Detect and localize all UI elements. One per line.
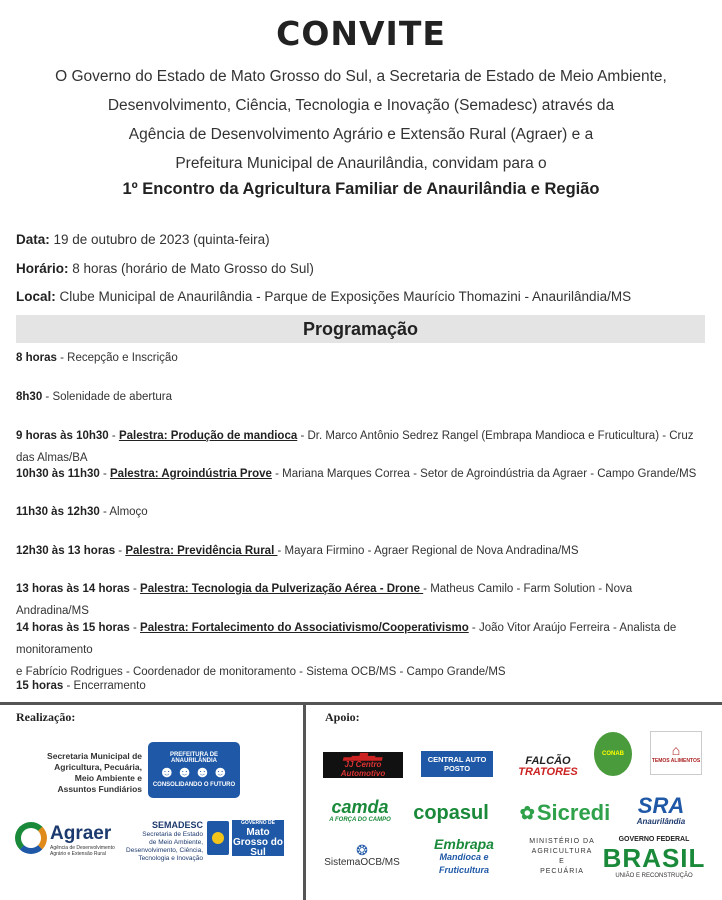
intro-paragraph (30, 62, 692, 178)
mascot-logo: CONAB (594, 732, 632, 776)
schedule-item (16, 675, 706, 697)
schedule-time: 10h30 às 11h30 (16, 468, 100, 480)
schedule-time: 8 horas (16, 352, 57, 364)
schedule-item (16, 578, 706, 622)
semadesc-line: de Meio Ambiente, (149, 839, 203, 846)
schedule-text: - Dr. Marco Antônio Sedrez Rangel (Embrapa Mandioca e Fruticultura) - Cruz das Almas/BA (16, 430, 694, 464)
embrapa-subtitle: Mandioca e Fruticultura (438, 851, 489, 875)
agraer-logo-name: Agraer (50, 823, 112, 844)
talk-title: Palestra: Agroindústria Prove (110, 468, 272, 480)
talk-title: Palestra: Produção de mandioca (118, 430, 298, 442)
schedule-separator: - (99, 468, 110, 480)
event-name: 1º Encontro da Agricultura Familiar de Anaurilândia e Região (122, 180, 600, 198)
place-label: Local: (16, 289, 56, 304)
governo-ms-top: GOVERNO DE (241, 820, 275, 826)
secretaria-line: Meio Ambiente e (74, 773, 142, 783)
ministerio-line: PECUÁRIA (540, 868, 584, 875)
time-label: Horário: (16, 261, 69, 276)
schedule-item (16, 347, 706, 369)
car-icon: ▂▃▅▃▂ (343, 750, 383, 761)
schedule-text: - Mariana Marques Correa - Setor de Agroindústria da Agraer - Campo Grande/MS (271, 468, 697, 480)
talk-title: Palestra: Fortalecimento do Associativismo/Cooperativismo (140, 622, 469, 634)
apoio-label: Apoio: (325, 710, 360, 724)
falcao-tratores-logo (516, 755, 580, 779)
semadesc-line: Tecnologia e Inovação (138, 855, 203, 862)
anaurilandia-logo-slogan: CONSOLIDANDO O FUTURO (152, 782, 236, 788)
schedule-time: 9 horas às 10h30 (16, 430, 109, 442)
house-icon: ⌂ (671, 742, 681, 758)
secretaria-municipal-text (30, 751, 142, 795)
schedule-text: - Matheus Camilo - Farm Solution - Nova Andradina/MS (16, 583, 633, 617)
schedule-separator: - (129, 622, 141, 634)
jj-logo-text: JJ Centro Automotivo (340, 760, 386, 778)
schedule-text: - Encerramento (63, 680, 146, 692)
embrapa-name: Embrapa (434, 835, 494, 852)
secretaria-line: Agricultura, Pecuária, (54, 762, 142, 772)
anaurilandia-logo (148, 742, 240, 798)
semadesc-line: Desenvolvimento, Ciência, (126, 847, 203, 854)
sicredi-name: Sicredi (536, 800, 611, 825)
embrapa-logo (414, 835, 514, 875)
sra-subtitle: Anaurilândia (636, 816, 686, 826)
schedule-separator: - (108, 430, 119, 442)
ocb-name: SistemaOCB/MS (324, 856, 400, 868)
governo-federal-label: GOVERNO FEDERAL (618, 836, 690, 843)
governo-ms-logo (232, 820, 284, 856)
schedule-time: 13 horas às 14 horas (16, 583, 130, 595)
intro-line: Desenvolvimento, Ciência, Tecnologia e Inovação (Semadesc) através da (107, 97, 615, 114)
place-info (16, 289, 631, 304)
schedule-item (16, 540, 706, 562)
schedule-time: 15 horas (16, 680, 64, 692)
camda-slogan: A FORÇA DO CAMPO (329, 817, 391, 823)
semadesc-line: Secretaria de Estado (142, 831, 203, 838)
program-heading: Programação (16, 315, 705, 343)
sra-anaurilandia-logo (628, 790, 694, 830)
ocb-symbol-icon: ❂ (356, 841, 368, 858)
invitation-title: CONVITE (276, 14, 446, 53)
schedule-time: 14 horas às 15 horas (16, 622, 130, 634)
schedule-time: 11h30 às 12h30 (16, 506, 100, 518)
schedule-separator: - (129, 583, 141, 595)
intro-line: Prefeitura Municipal de Anaurilândia, convidam para o (175, 155, 547, 172)
semadesc-name: SEMADESC (151, 820, 203, 830)
place-value: Clube Municipal de Anaurilândia - Parque de Exposições Maurício Thomazini - Anaurilândia/MS (55, 289, 632, 304)
schedule-text: - João Vitor Araújo Ferreira - Analista de monitoramento (16, 622, 677, 656)
date-value: 19 de outubro de 2023 (quinta-feira) (49, 232, 270, 247)
time-value: 8 horas (horário de Mato Grosso do Sul) (68, 261, 314, 276)
sicredi-logo (513, 798, 617, 828)
schedule-text-continued: e Fabrício Rodrigues - Coordenador de monitoramento - Sistema OCB/MS - Campo Grande/MS (16, 666, 506, 678)
brasil-wordmark: BRASIL (602, 843, 706, 873)
copasul-logo: copasul (413, 801, 489, 824)
time-info (16, 261, 314, 276)
schedule-item (16, 386, 706, 408)
schedule-time: 12h30 às 13 horas (16, 545, 116, 557)
semadesc-logo (125, 820, 203, 863)
central-auto-posto-logo: CENTRAL AUTO POSTO (421, 751, 493, 777)
people-icon: ☻☻☻☻ (158, 764, 230, 781)
temos-alimentos-logo (650, 731, 702, 775)
sicredi-leaf-icon: ✿ (519, 802, 535, 823)
footer-divider (0, 702, 722, 705)
ministerio-line: MINISTÉRIO DA (529, 838, 595, 845)
sra-name: SRA (637, 792, 685, 818)
intro-line: Agência de Desenvolvimento Agrário e Extensão Rural (Agraer) e a (128, 126, 594, 143)
schedule-text: - Mayara Firmino - Agraer Regional de Nova Andradina/MS (277, 545, 579, 557)
intro-line: O Governo do Estado de Mato Grosso do Sul, a Secretaria de Estado de Meio Ambiente, (55, 68, 667, 85)
schedule-separator: - (115, 545, 126, 557)
schedule-item (16, 617, 706, 683)
falcao-logo-line: TRATORES (518, 766, 578, 778)
schedule-time: 8h30 (16, 391, 43, 403)
schedule-item (16, 501, 706, 523)
jj-centro-automotivo-logo (323, 752, 403, 778)
schedule-text: - Almoço (99, 506, 148, 518)
schedule-text: - Recepção e Inscrição (56, 352, 178, 364)
governo-federal-logo (602, 834, 706, 882)
sistema-ocb-logo (322, 837, 402, 873)
realizacao-label: Realização: (16, 710, 76, 724)
anaurilandia-logo-top: PREFEITURA DE ANAURILÂNDIA (169, 752, 219, 764)
camda-logo (325, 794, 395, 826)
footer-column-divider (303, 705, 306, 900)
governo-ms-name: Mato Grosso do Sul (232, 827, 283, 858)
talk-title: Palestra: Previdência Rural (125, 545, 278, 557)
temos-alimentos-text: TEMOS ALIMENTOS (651, 758, 701, 764)
date-label: Data: (16, 232, 50, 247)
ministerio-agricultura-logo (528, 838, 596, 875)
agraer-logo-subtitle: Agência de Desenvolvimento Agrário e Extensão Rural (50, 845, 115, 857)
ms-coat-of-arms-icon (207, 821, 229, 855)
ministerio-line: AGRICULTURA E (531, 848, 593, 865)
agraer-logo-icon (15, 822, 47, 854)
date-info (16, 232, 270, 247)
camda-name: camda (331, 797, 389, 817)
talk-title: Palestra: Tecnologia da Pulverização Aérea - Drone (140, 583, 424, 595)
secretaria-line: Assuntos Fundiários (57, 784, 142, 794)
falcao-logo-line: FALCÃO (525, 755, 571, 767)
secretaria-line: Secretaria Municipal de (47, 751, 142, 761)
schedule-text: - Solenidade de abertura (42, 391, 173, 403)
uniao-reconstrucao-slogan: UNIÃO E RECONSTRUÇÃO (615, 873, 693, 879)
schedule-item (16, 463, 706, 485)
